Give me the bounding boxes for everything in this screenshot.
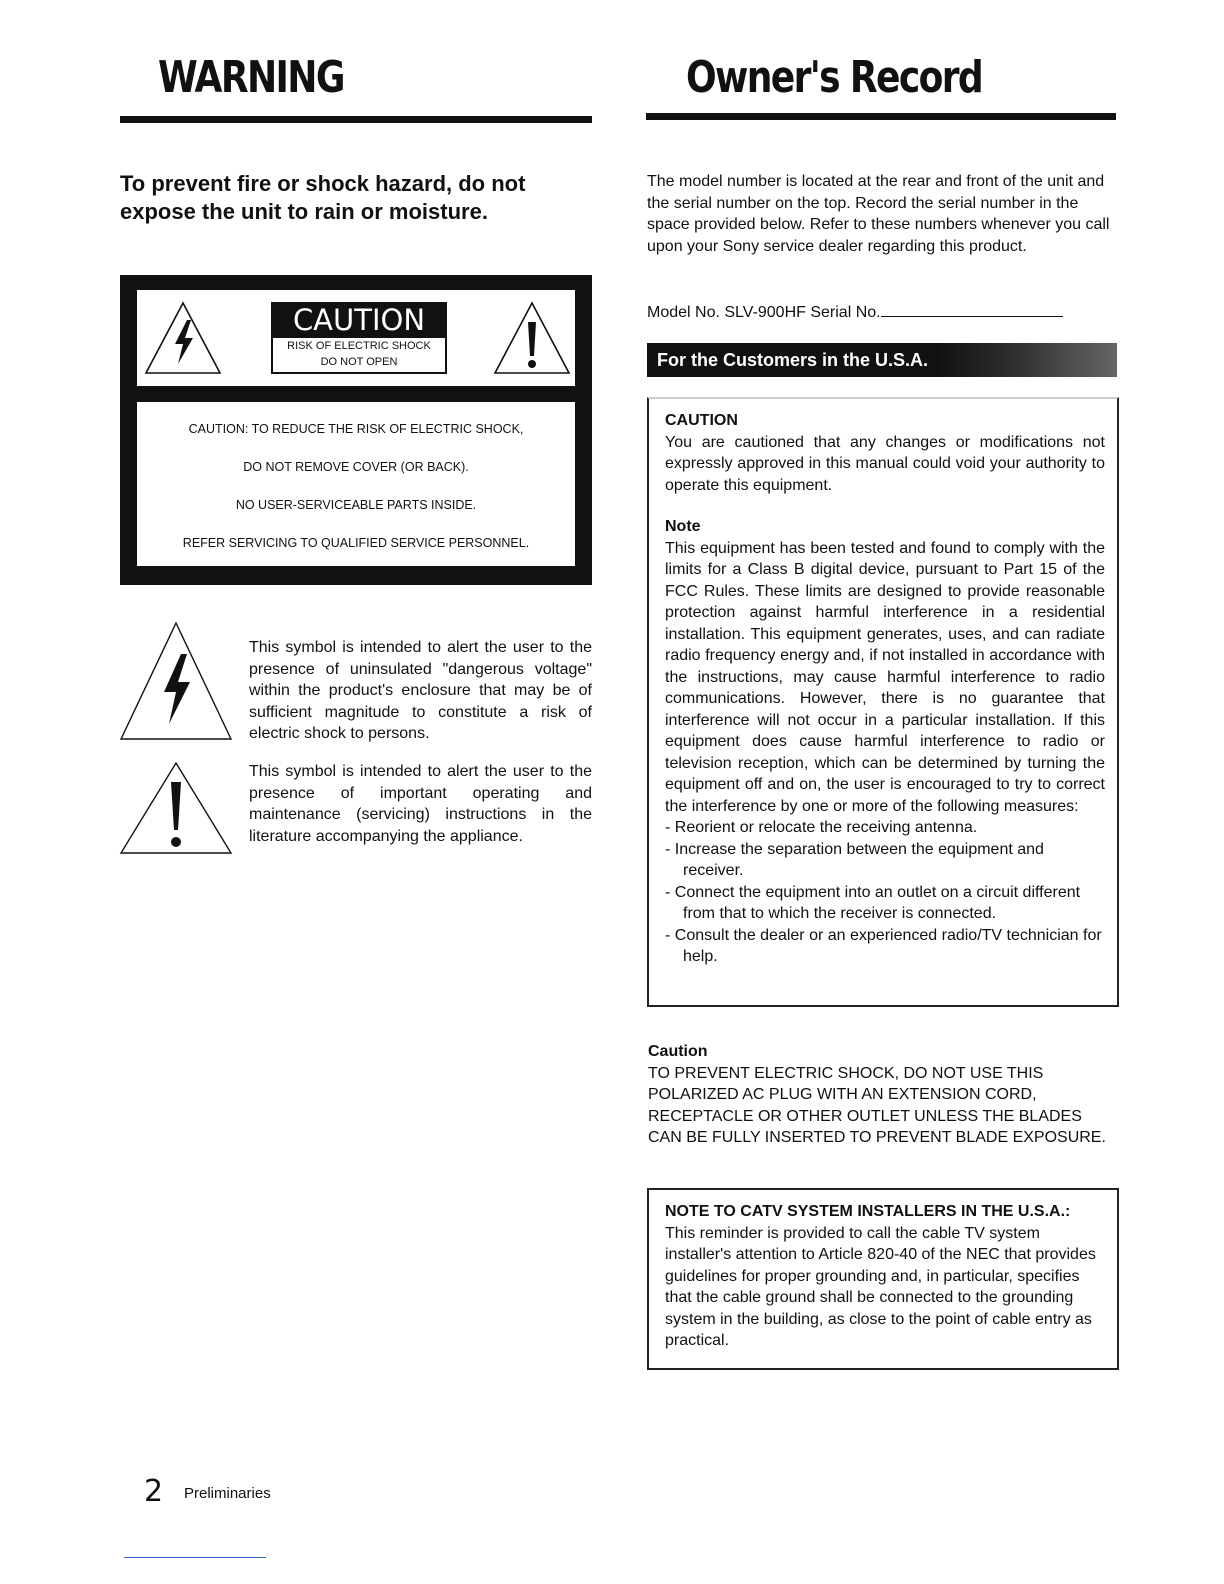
caution-line-4: REFER SERVICING TO QUALIFIED SERVICE PERSONNEL. [182,536,530,550]
fcc-notice-box [647,397,1119,1007]
model-serial-label: Model No. SLV-900HF Serial No. [647,304,881,321]
caution-title: CAUTION [665,412,738,429]
catv-note-content [665,1201,1105,1352]
measure-item: - Consult the dealer or an experienced radio/TV technician for help. [665,926,1102,965]
measure-item: - Reorient or relocate the receiving antenna. [665,819,978,836]
measure-item: - Increase the separation between the equipment and receiver. [665,840,1044,879]
fcc-notice-content [665,410,1105,968]
caution-line-1: CAUTION: TO REDUCE THE RISK OF ELECTRIC SHOCK, [188,422,524,436]
catv-text: This reminder is provided to call the cable TV system installer's attention to Article 820-40 of the NEC that provides guidelines for proper grounding and, in particular, specifies that the cable ground shall be connected to the grounding system in the building, as close to the point of cable entry as practical. [665,1224,1096,1349]
lightning-warning-icon [143,300,223,376]
polarized-plug-caution [648,1041,1120,1149]
section-name: Preliminaries [184,1485,271,1502]
exclamation-symbol-text: This symbol is intended to alert the user to the presence of important operating and maintenance (servicing) instructions in the literature accompanying the appliance. [249,763,592,845]
lightning-symbol-text: This symbol is intended to alert the user to the presence of uninsulated "dangerous voltage" within the product's enclosure that may be of sufficient magnitude to constitute a risk of electric shock to persons. [249,639,592,742]
caution-line-3: NO USER-SERVICEABLE PARTS INSIDE. [235,498,477,512]
page-number: 2 [144,1474,164,1509]
catv-title: NOTE TO CATV SYSTEM INSTALLERS IN THE U.S.A.: [665,1203,1071,1220]
footer-rule [124,1557,266,1558]
owners-record-intro: The model number is located at the rear and front of the unit and the serial number on the top. Record the serial number in the space provided below. Refer to these numbers whenever you call upon your Sony service dealer regarding this product. [647,173,1110,255]
caution2-title: Caution [648,1043,708,1060]
owners-record-rule [646,113,1116,120]
serial-number-blank [881,302,1063,317]
hazard-subheading-line-1: To prevent fire or shock hazard, do not [120,171,526,196]
catv-note-box [647,1188,1119,1370]
caution-panel [120,275,592,585]
hazard-subheading-line-2: expose the unit to rain or moisture. [120,199,488,224]
model-serial-line [647,302,1117,324]
risk-line-2: DO NOT OPEN [320,356,398,368]
measure-item: - Connect the equipment into an outlet on a circuit different from that to which the receiver is connected. [665,883,1081,922]
caution-text: You are cautioned that any changes or modifications not expressly approved in this manual could void your authority to operate this equipment. [665,433,1105,494]
usa-customers-bar: For the Customers in the U.S.A. [647,343,1117,377]
exclamation-symbol-icon [118,760,234,856]
warning-heading-rule [120,116,592,123]
caution-panel-top [137,290,575,386]
exclamation-warning-icon [492,300,572,376]
note-title: Note [665,518,701,535]
caution-panel-bottom [137,402,575,566]
warning-heading: WARNING [158,52,344,103]
lightning-symbol-icon [118,620,234,742]
caution-label: CAUTION [271,302,447,338]
caution2-text: TO PREVENT ELECTRIC SHOCK, DO NOT USE THIS POLARIZED AC PLUG WITH AN EXTENSION CORD, RECEPTACLE OR OTHER OUTLET UNLESS THE BLADES CAN BE FULLY INSERTED TO PREVENT BLADE EXPOSURE. [648,1064,1106,1146]
hazard-subheading [120,170,590,226]
risk-line-1: RISK OF ELECTRIC SHOCK [287,340,431,352]
risk-of-shock-box [271,338,447,374]
note-text: This equipment has been tested and found to comply with the limits for a Class B digital device, pursuant to Part 15 of the FCC Rules. These limits are designed to provide reasonable protection against harmful interference in a residential installation. This equipment generates, uses, and can radiate radio frequency energy and, if not installed in accordance with the instructions, may cause harmful interference to radio communications. However, there is no guarantee that interference will not occur in a particular installation. If this equipment does cause harmful interference to radio or television reception, which can be determined by turning the equipment off and on, the user is encouraged to try to correct the interference by one or more of the following measures: [665,539,1105,815]
owners-record-heading: Owner's Record [686,52,983,103]
caution-line-2: DO NOT REMOVE COVER (OR BACK). [243,460,469,474]
